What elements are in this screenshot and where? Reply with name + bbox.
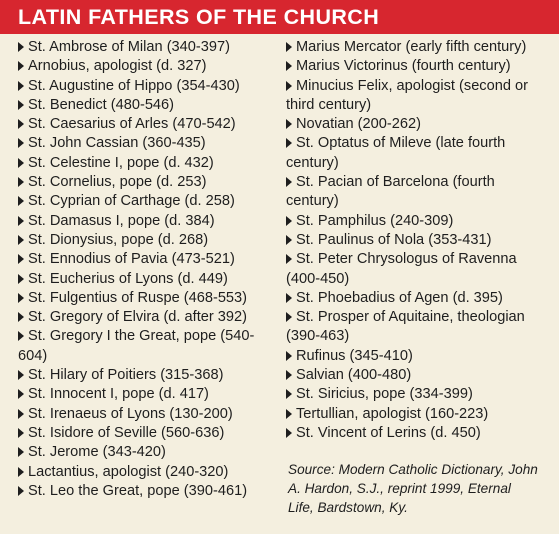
bullet-triangle-icon (286, 235, 292, 245)
list-item (18, 154, 276, 173)
list-item (286, 38, 538, 57)
bullet-triangle-icon (18, 428, 24, 438)
list-item (286, 308, 538, 347)
bullet-triangle-icon (18, 138, 24, 148)
list-item (18, 463, 276, 482)
bullet-triangle-icon (18, 447, 24, 457)
list-item (18, 77, 276, 96)
bullet-triangle-icon (18, 100, 24, 110)
list-item (18, 134, 276, 153)
bullet-triangle-icon (18, 331, 24, 341)
bullet-triangle-icon (286, 81, 292, 91)
list-item (18, 192, 276, 211)
bullet-triangle-icon (286, 254, 292, 264)
bullet-triangle-icon (286, 177, 292, 187)
list-item-text: St. Peter Chrysologus of Ravenna (400-450) (286, 251, 517, 287)
list-item (18, 231, 276, 250)
title-bar (0, 0, 559, 34)
list-item-text: St. Fulgentius of Ruspe (468-553) (28, 289, 248, 306)
list-item (286, 405, 538, 424)
list-item-text: St. Ennodius of Pavia (473-521) (28, 251, 235, 268)
list-item-text: Marius Mercator (early fifth century) (296, 39, 527, 55)
list-item-text: Marius Victorinus (fourth century) (296, 58, 511, 75)
list-item-text: St. Gregory of Elvira (d. after 392) (28, 309, 247, 326)
bullet-triangle-icon (286, 428, 292, 438)
list-item-text: St. Augustine of Hippo (354-430) (28, 77, 240, 94)
list-item (18, 385, 276, 404)
list-item (286, 424, 538, 443)
bullet-triangle-icon (286, 389, 292, 399)
list-item (18, 270, 276, 289)
bullet-triangle-icon (18, 196, 24, 206)
bullet-triangle-icon (18, 370, 24, 380)
list-item-text: Tertullian, apologist (160-223) (296, 405, 489, 422)
list-item (18, 443, 276, 462)
bullet-triangle-icon (286, 61, 292, 71)
list-item (286, 347, 538, 366)
list-item (286, 366, 538, 385)
bullet-triangle-icon (18, 177, 24, 187)
list-item-text: St. Cornelius, pope (d. 253) (28, 174, 207, 191)
list-item-text: St. Phoebadius of Agen (d. 395) (296, 289, 503, 306)
bullet-triangle-icon (286, 409, 292, 419)
bullet-triangle-icon (18, 293, 24, 303)
list-item (18, 57, 276, 76)
bullet-triangle-icon (286, 370, 292, 380)
bullet-triangle-icon (18, 312, 24, 322)
list-item-text: Novatian (200-262) (296, 116, 421, 133)
bullet-triangle-icon (286, 312, 292, 322)
bullet-triangle-icon (286, 293, 292, 303)
list-item-text: St. Pamphilus (240-309) (296, 212, 454, 229)
list-item (18, 405, 276, 424)
list-item-text: St. Paulinus of Nola (353-431) (296, 231, 492, 248)
bullet-triangle-icon (18, 254, 24, 264)
bullet-triangle-icon (18, 274, 24, 284)
list-item-text: St. Pacian of Barcelona (fourth century) (286, 174, 495, 210)
list-item-text: St. Gregory I the Great, pope (540-604) (18, 328, 255, 364)
list-item (286, 289, 538, 308)
list-item-text: St. Eucherius of Lyons (d. 449) (28, 270, 228, 287)
bullet-triangle-icon (18, 61, 24, 71)
right-column-list (286, 38, 538, 443)
bullet-triangle-icon (286, 216, 292, 226)
list-item-text: Minucius Felix, apologist (second or third century) (286, 77, 528, 113)
list-item-text: St. Innocent I, pope (d. 417) (28, 386, 209, 403)
list-item (18, 289, 276, 308)
bullet-triangle-icon (18, 389, 24, 399)
bullet-triangle-icon (18, 235, 24, 245)
list-item (286, 115, 538, 134)
list-item (18, 250, 276, 269)
list-item (18, 424, 276, 443)
list-item (286, 231, 538, 250)
bullet-triangle-icon (18, 486, 24, 496)
list-item-text: Rufinus (345-410) (296, 347, 413, 364)
list-item-text: Salvian (400-480) (296, 367, 412, 384)
list-item-text: St. Leo the Great, pope (390-461) (28, 482, 248, 499)
bullet-triangle-icon (18, 81, 24, 91)
bullet-triangle-icon (286, 42, 292, 52)
list-item-text: St. Caesarius of Arles (470-542) (28, 116, 236, 133)
list-item-text: St. Celestine I, pope (d. 432) (28, 154, 214, 171)
list-item-text: St. Ambrose of Milan (340-397) (28, 39, 230, 55)
list-item-text: Lactantius, apologist (240-320) (28, 463, 229, 480)
bullet-triangle-icon (18, 119, 24, 129)
list-item (286, 212, 538, 231)
bullet-triangle-icon (286, 138, 292, 148)
list-item (286, 173, 538, 212)
bullet-triangle-icon (286, 351, 292, 361)
bullet-triangle-icon (286, 119, 292, 129)
bullet-triangle-icon (18, 42, 24, 52)
list-item-text: St. Prosper of Aquitaine, theologian (390-463) (286, 309, 525, 345)
box-title: LATIN FATHERS OF THE CHURCH (18, 5, 380, 29)
list-item-text: St. Optatus of Mileve (late fourth century) (286, 135, 506, 171)
list-item (286, 77, 538, 116)
source-citation: Source: Modern Catholic Dictionary, John A. Hardon, S.J., reprint 1999, Eternal Life, Bardstown, Ky. (288, 462, 538, 515)
list-item (18, 38, 276, 57)
list-item (18, 115, 276, 134)
list-item-text: St. Damasus I, pope (d. 384) (28, 212, 215, 229)
list-item-text: St. John Cassian (360-435) (28, 135, 206, 152)
list-item-text: St. Jerome (343-420) (28, 444, 166, 461)
list-item-text: St. Dionysius, pope (d. 268) (28, 231, 209, 248)
bullet-triangle-icon (18, 409, 24, 419)
list-item-text: St. Cyprian of Carthage (d. 258) (28, 193, 235, 210)
list-item (286, 385, 538, 404)
list-item (18, 212, 276, 231)
list-item (18, 173, 276, 192)
list-item-text: St. Irenaeus of Lyons (130-200) (28, 405, 233, 422)
list-item-text: St. Vincent of Lerins (d. 450) (296, 424, 481, 441)
list-item-text: Arnobius, apologist (d. 327) (28, 58, 207, 75)
bullet-triangle-icon (18, 216, 24, 226)
list-item-text: St. Siricius, pope (334-399) (296, 386, 473, 403)
list-item (286, 57, 538, 76)
list-item (18, 482, 276, 501)
list-item (18, 366, 276, 385)
left-column-list (18, 38, 276, 501)
list-item-text: St. Benedict (480-546) (28, 96, 175, 113)
list-item-text: St. Hilary of Poitiers (315-368) (28, 367, 224, 384)
list-item (286, 134, 538, 173)
list-item (18, 96, 276, 115)
bullet-triangle-icon (18, 158, 24, 168)
bullet-triangle-icon (18, 467, 24, 477)
list-item-text: St. Isidore of Seville (560-636) (28, 424, 225, 441)
list-item (286, 250, 538, 289)
list-item (18, 327, 276, 366)
list-item (18, 308, 276, 327)
